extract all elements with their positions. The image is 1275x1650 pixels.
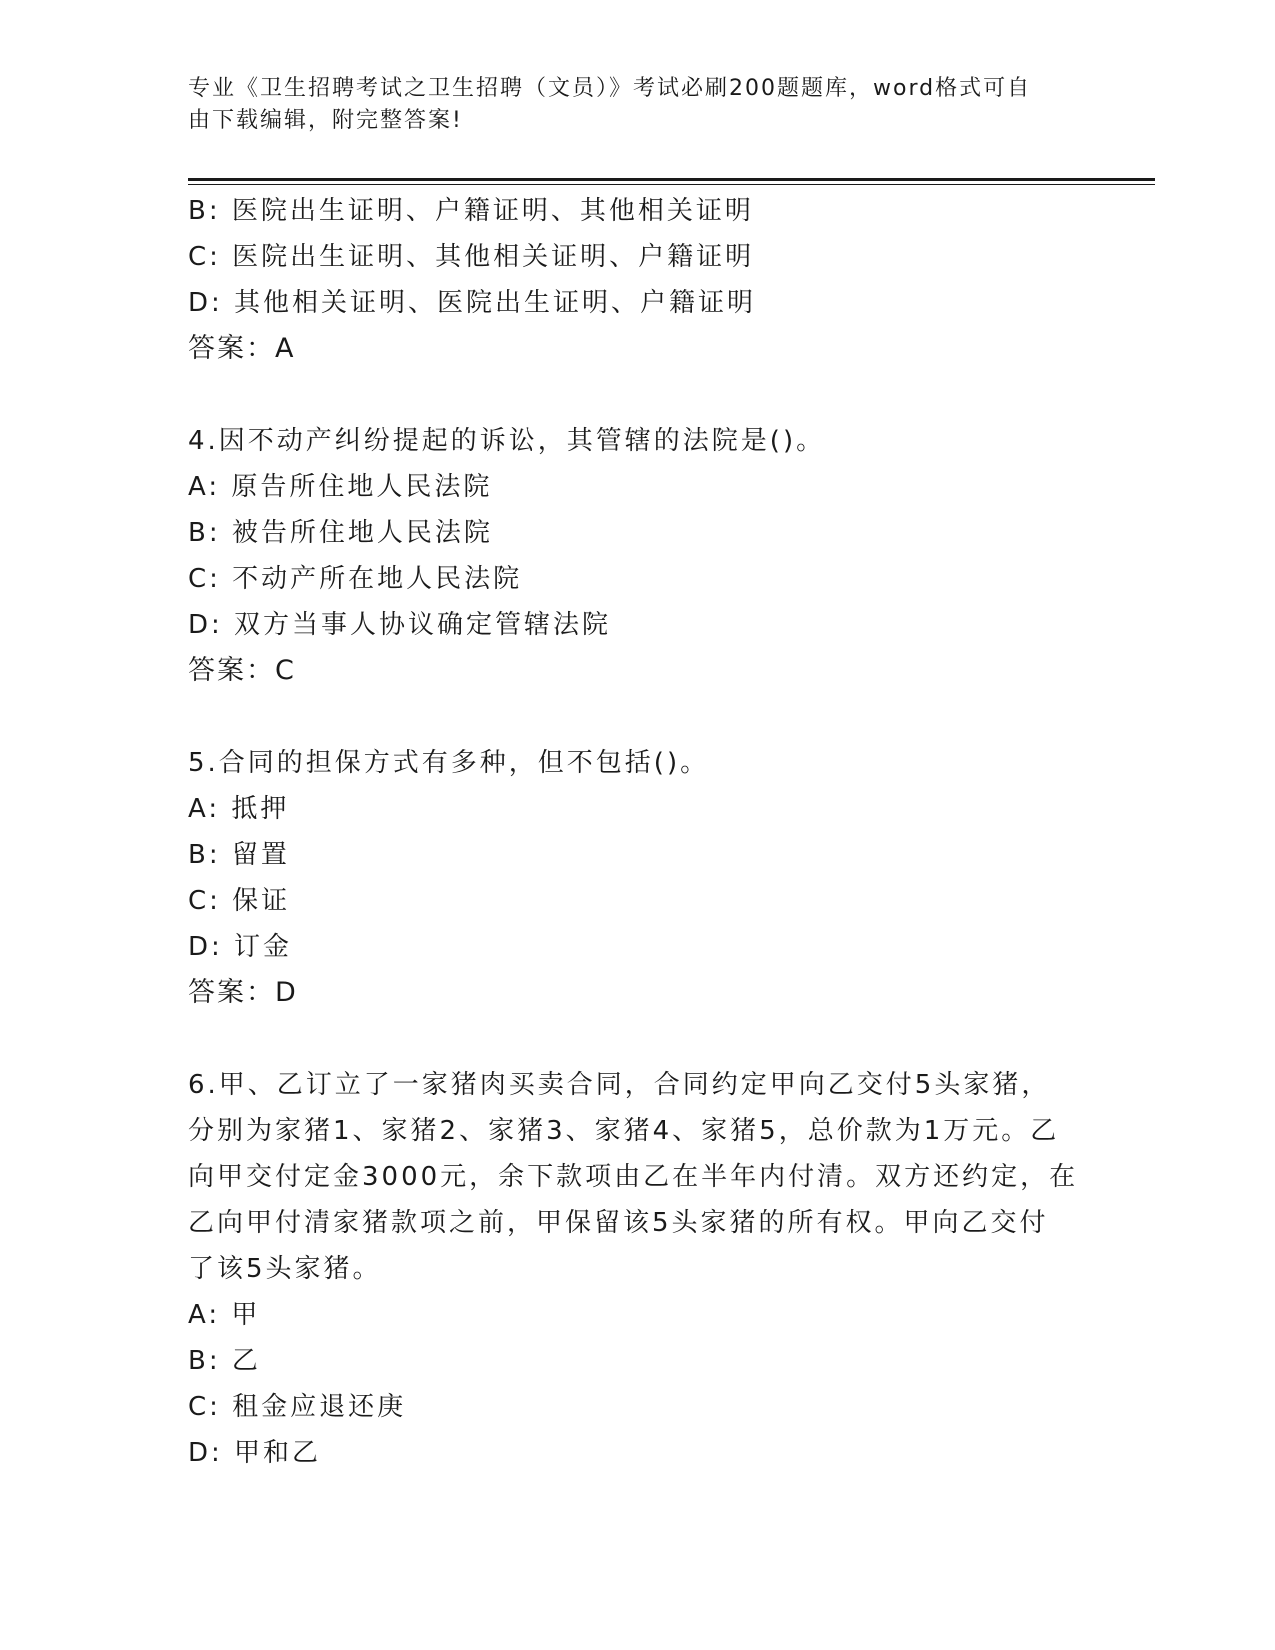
answer: 答案：C xyxy=(188,655,296,686)
option-c: C: 不动产所在地人民法院 xyxy=(188,564,523,594)
question-6 xyxy=(188,1062,1088,1476)
document-header xyxy=(188,73,1068,137)
option-d: D: 双方当事人协议确定管辖法院 xyxy=(188,610,612,640)
spacer xyxy=(188,1016,1088,1062)
question-stem-line: 了该5头家猪。 xyxy=(188,1254,382,1284)
answer: 答案：A xyxy=(188,333,296,364)
header-rule-thick xyxy=(188,178,1155,181)
option-b: B: 医院出生证明、户籍证明、其他相关证明 xyxy=(188,196,754,226)
option-d: D: 其他相关证明、医院出生证明、户籍证明 xyxy=(188,288,757,318)
spacer xyxy=(188,694,1088,740)
question-stem-line: 6.甲、乙订立了一家猪肉买卖合同，合同约定甲向乙交付5头家猪， xyxy=(188,1070,1051,1100)
question-3 xyxy=(188,188,1088,372)
option-a: A: 抵押 xyxy=(188,794,290,824)
option-c: C: 医院出生证明、其他相关证明、户籍证明 xyxy=(188,242,755,272)
answer: 答案：D xyxy=(188,977,298,1008)
option-a: A: 原告所住地人民法院 xyxy=(188,472,493,502)
option-b: B: 乙 xyxy=(188,1346,261,1376)
option-a: A: 甲 xyxy=(188,1300,261,1330)
option-d: D: 甲和乙 xyxy=(188,1438,322,1468)
question-stem-line: 向甲交付定金3000元，余下款项由乙在半年内付清。双方还约定，在 xyxy=(188,1162,1079,1192)
option-b: B: 留置 xyxy=(188,840,290,870)
option-d: D: 订金 xyxy=(188,932,293,962)
question-content xyxy=(188,188,1088,1476)
question-4 xyxy=(188,418,1088,694)
question-stem: 4.因不动产纠纷提起的诉讼，其管辖的法院是()。 xyxy=(188,426,826,456)
option-c: C: 租金应退还庚 xyxy=(188,1392,407,1422)
header-line-2: 由下载编辑，附完整答案! xyxy=(188,108,463,133)
question-5 xyxy=(188,740,1088,1016)
option-c: C: 保证 xyxy=(188,886,291,916)
question-stem: 5.合同的担保方式有多种，但不包括()。 xyxy=(188,748,710,778)
option-b: B: 被告所住地人民法院 xyxy=(188,518,493,548)
header-rule-thin xyxy=(188,184,1155,185)
spacer xyxy=(188,372,1088,418)
question-stem-line: 乙向甲付清家猪款项之前，甲保留该5头家猪的所有权。甲向乙交付 xyxy=(188,1208,1049,1238)
question-stem-line: 分别为家猪1、家猪2、家猪3、家猪4、家猪5，总价款为1万元。乙 xyxy=(188,1116,1060,1146)
header-line-1: 专业《卫生招聘考试之卫生招聘（文员）》考试必刷200题题库，word格式可自 xyxy=(188,76,1032,101)
